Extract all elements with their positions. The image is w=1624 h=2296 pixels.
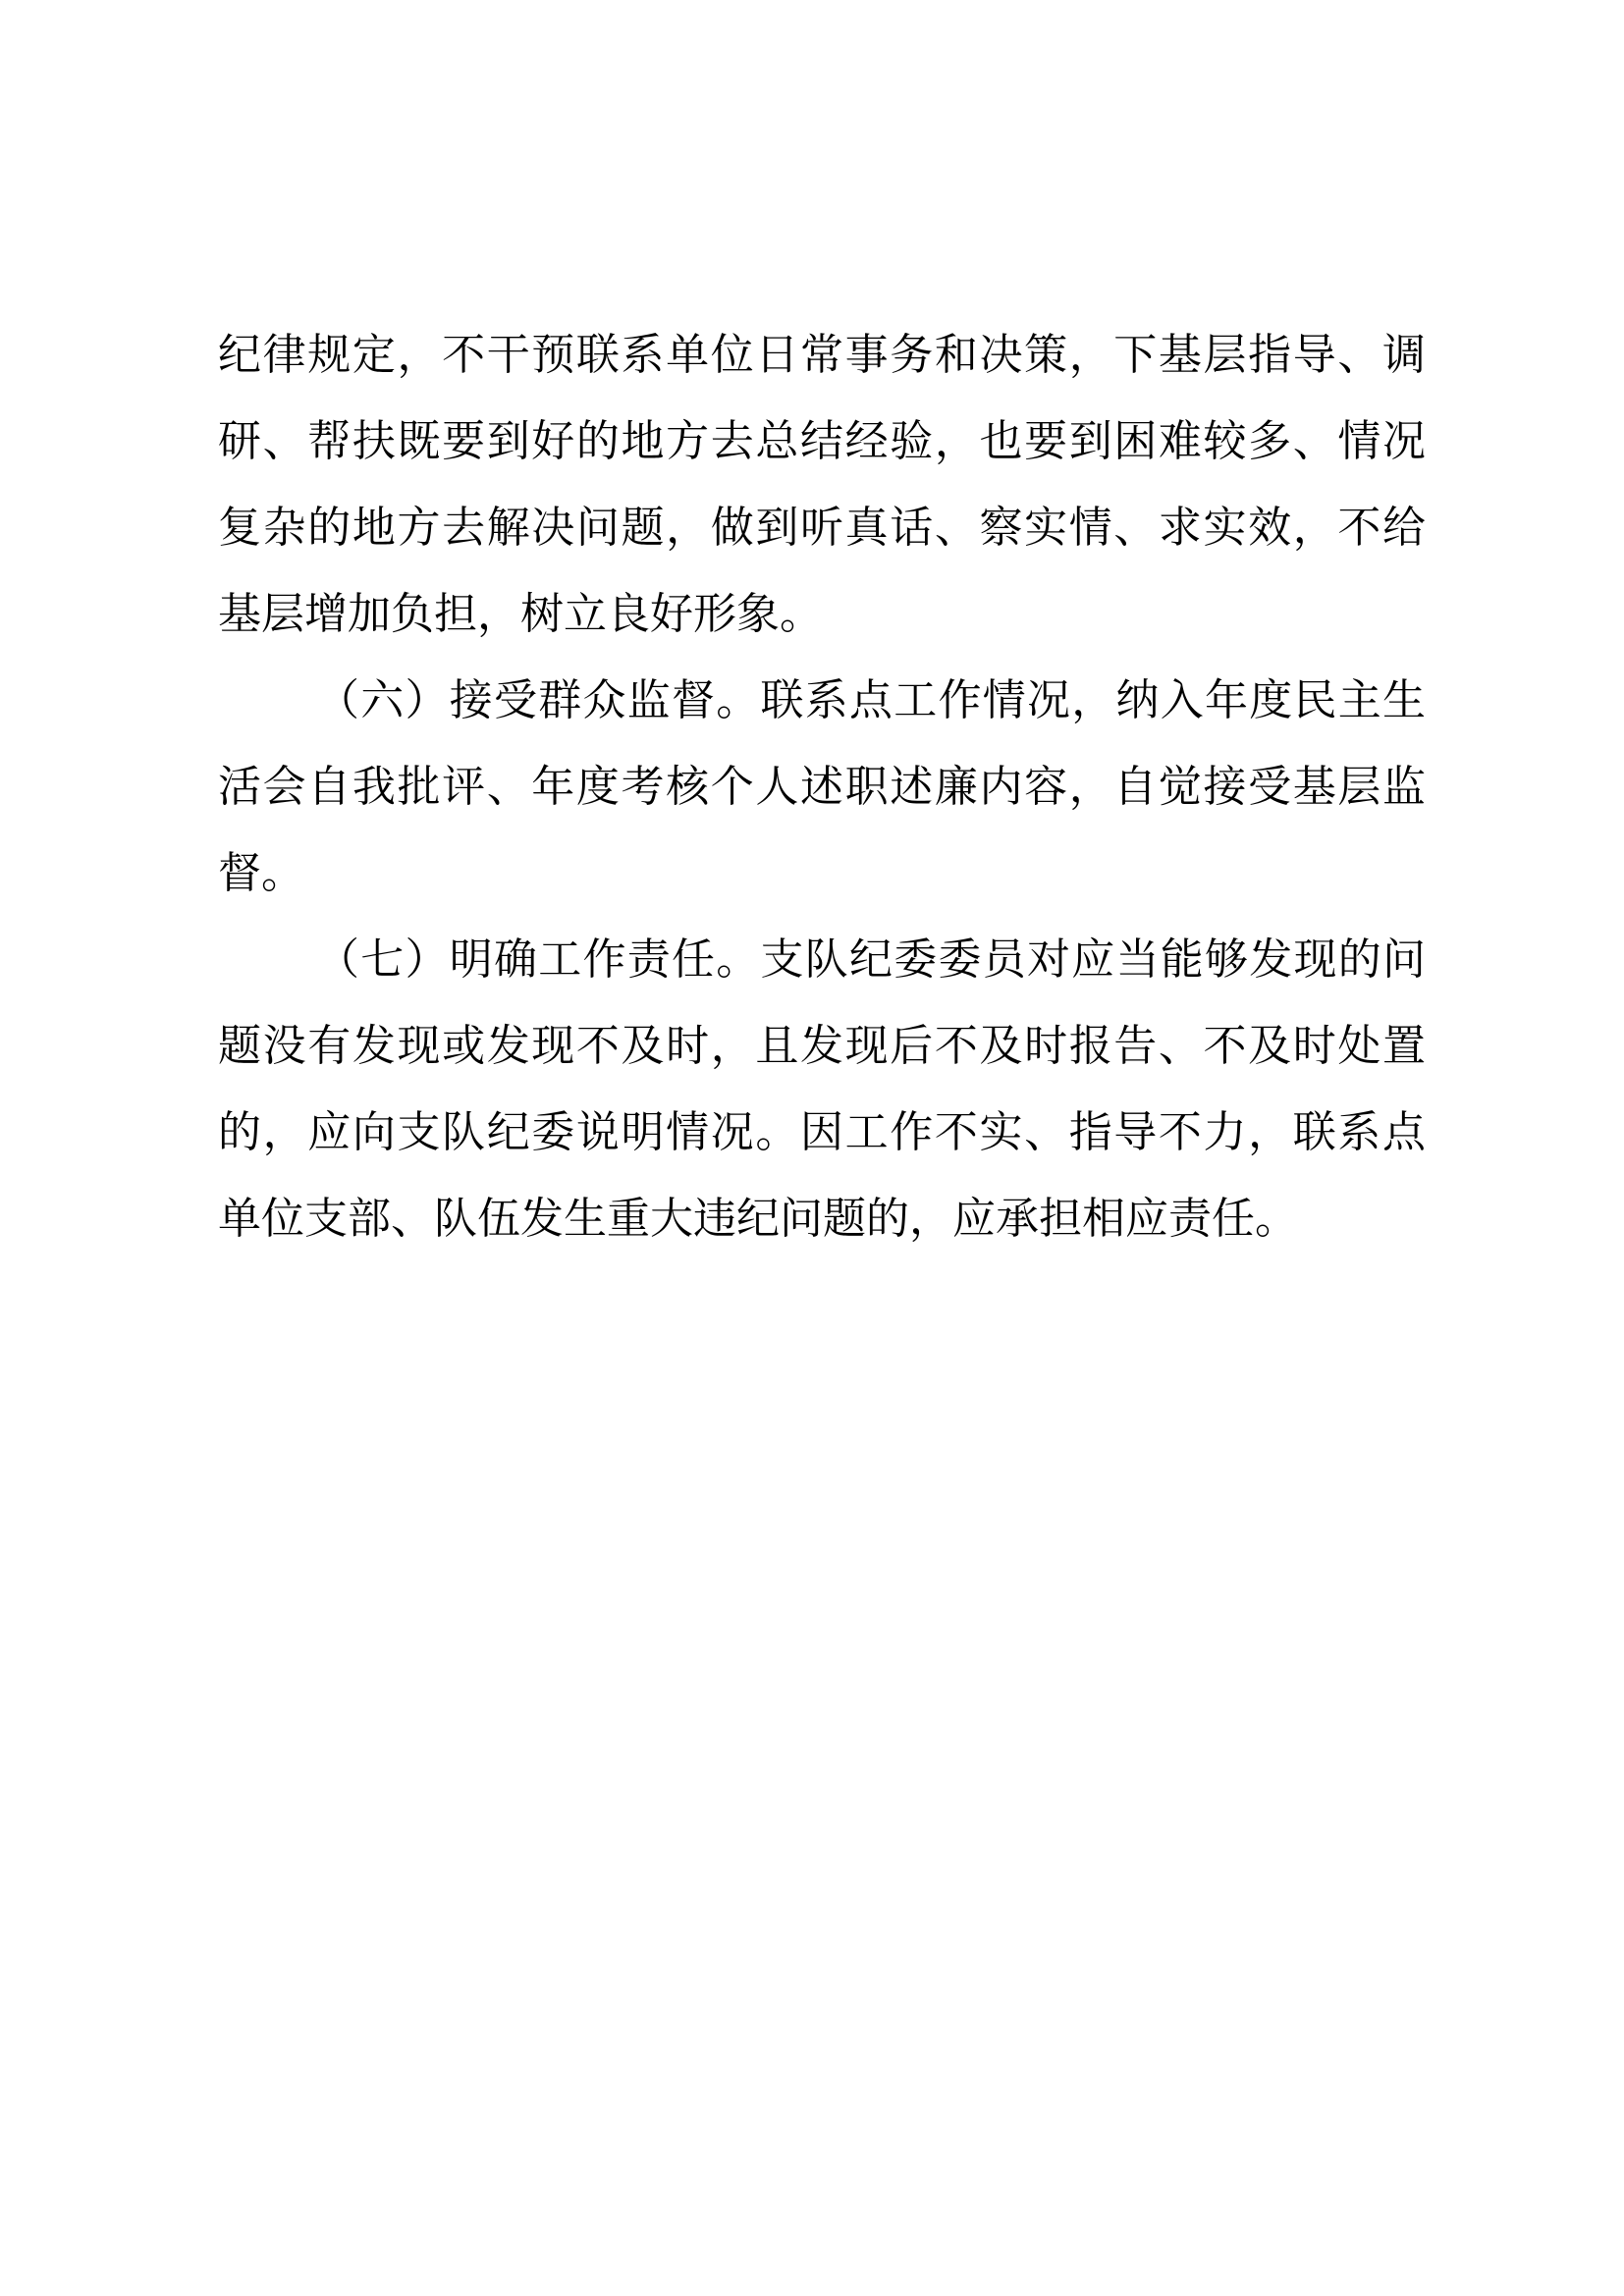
paragraph-discipline-rules	[218, 312, 1426, 658]
text-line: 研、帮扶既要到好的地方去总结经验，也要到困难较多、情况	[218, 416, 1426, 466]
text-line: 的，应向支队纪委说明情况。因工作不实、指导不力，联系点	[218, 1107, 1426, 1157]
paragraph-public-supervision	[218, 658, 1426, 917]
text-line: 基层增加负担，树立良好形象。	[218, 589, 823, 639]
paragraph-work-responsibility	[218, 917, 1426, 1262]
text-line: 复杂的地方去解决问题，做到听真话、察实情、求实效，不给	[218, 503, 1426, 553]
text-line: 纪律规定，不干预联系单位日常事务和决策，下基层指导、调	[218, 330, 1426, 380]
text-line: （六）接受群众监督。联系点工作情况，纳入年度民主生	[316, 675, 1426, 725]
text-line: 活会自我批评、年度考核个人述职述廉内容，自觉接受基层监	[218, 762, 1426, 812]
document-body	[218, 312, 1426, 1262]
text-line: 题没有发现或发现不及时，且发现后不及时报告、不及时处置	[218, 1021, 1426, 1071]
text-line: 督。	[218, 848, 304, 898]
text-line: （七）明确工作责任。支队纪委委员对应当能够发现的问	[316, 934, 1426, 985]
text-line: 单位支部、队伍发生重大违纪问题的，应承担相应责任。	[218, 1194, 1298, 1244]
